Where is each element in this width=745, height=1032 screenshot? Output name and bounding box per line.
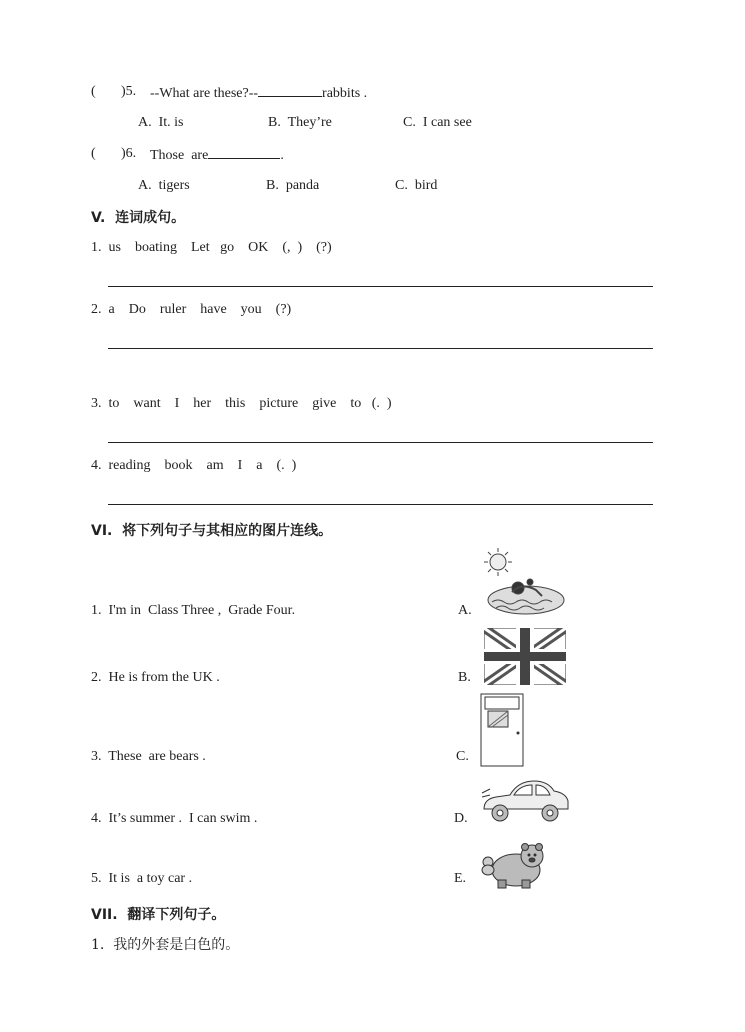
sec6-sentence-4: 4. It’s summer . I can swim . [91, 811, 258, 826]
q6-number: )6. [121, 146, 137, 161]
q6-blank[interactable] [208, 146, 280, 159]
section-6-title: VI. 将下列句子与其相应的图片连线。 [91, 523, 333, 539]
sec6-sentence-1: 1. I'm in Class Three , Grade Four. [91, 603, 296, 618]
sec6-letter-a: A. [458, 603, 472, 618]
q5-blank[interactable] [258, 84, 322, 97]
sec5-answer-line-2[interactable] [108, 348, 653, 349]
sec6-letter-b: B. [458, 670, 471, 685]
sec5-item-4: 4. reading book am I a (. ) [91, 458, 297, 473]
sec6-sentence-2: 2. He is from the UK . [91, 670, 220, 685]
q5-option-b: B. They’re [268, 115, 332, 130]
bear-icon [478, 840, 554, 890]
sec5-item-2: 2. a Do ruler have you (?) [91, 302, 292, 317]
q6-option-b: B. panda [266, 178, 320, 193]
uk-flag-icon [484, 628, 566, 685]
sec5-item-3: 3. to want I her this picture give to (. ) [91, 396, 392, 411]
section-7-title: VII. 翻译下列句子。 [91, 907, 226, 923]
sec7-item-1: 1. 我的外套是白色的。 [91, 937, 240, 953]
q5-option-a: A. It. is [138, 115, 184, 130]
sec5-answer-line-4[interactable] [108, 504, 653, 505]
q6-stem-text: Those are [150, 148, 209, 163]
door-icon [480, 693, 524, 767]
q6-after: . [280, 148, 284, 163]
q5-number: )5. [121, 84, 137, 99]
q5-after: rabbits . [322, 86, 368, 101]
q5-stem [150, 84, 367, 102]
sec6-letter-d: D. [454, 811, 468, 826]
sec5-answer-line-3[interactable] [108, 442, 653, 443]
q6-stem [150, 146, 284, 164]
q5-paren: ( [91, 84, 96, 99]
sec5-item-1: 1. us boating Let go OK (, ) (?) [91, 240, 332, 255]
car-icon [480, 775, 570, 827]
q5-stem-text: --What are these?-- [150, 86, 259, 101]
sec6-letter-c: C. [456, 749, 469, 764]
sec6-letter-e: E. [454, 871, 467, 886]
sec5-answer-line-1[interactable] [108, 286, 653, 287]
section-5-title: V. 连词成句。 [91, 210, 186, 226]
q6-option-c: C. bird [395, 178, 438, 193]
q5-option-c: C. I can see [403, 115, 472, 130]
q6-paren: ( [91, 146, 96, 161]
sun-swimming-icon [478, 546, 568, 618]
sec6-sentence-5: 5. It is a toy car . [91, 871, 193, 886]
sec6-sentence-3: 3. These are bears . [91, 749, 206, 764]
q6-option-a: A. tigers [138, 178, 190, 193]
